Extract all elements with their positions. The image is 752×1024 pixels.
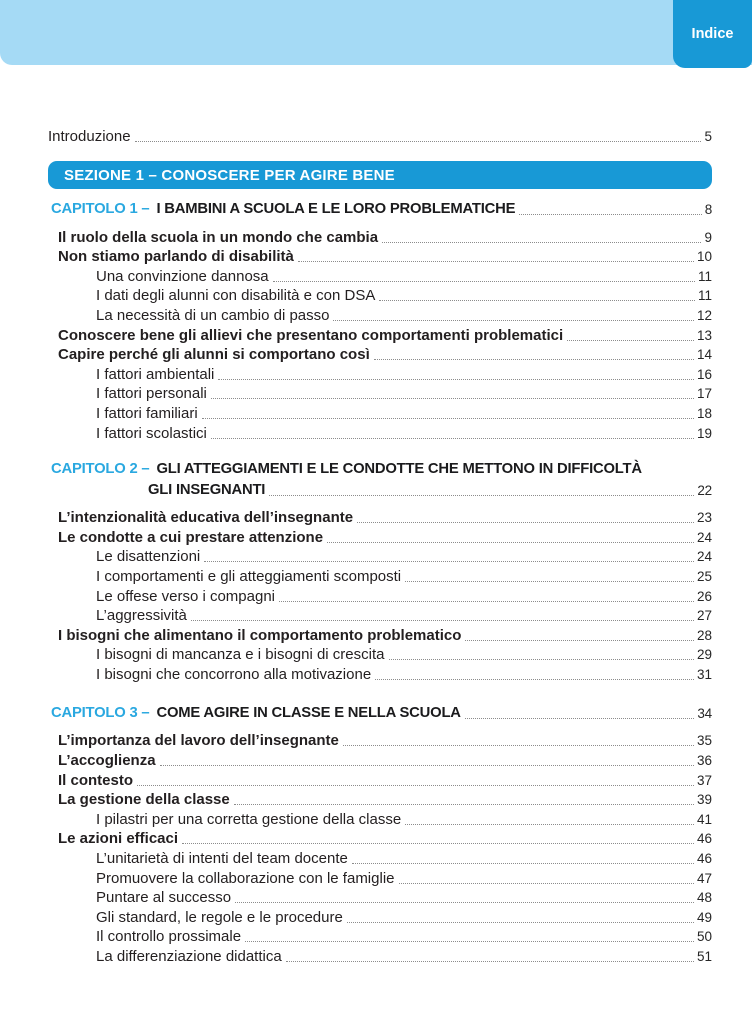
entry-page: 24 bbox=[696, 549, 712, 565]
dotted-leader bbox=[343, 745, 694, 746]
chapter-page: 34 bbox=[697, 705, 712, 721]
dotted-leader bbox=[399, 883, 694, 884]
entry-title: I fattori personali bbox=[96, 385, 207, 403]
chapter-title: I BAMBINI A SCUOLA E LE LORO PROBLEMATICHE bbox=[156, 201, 516, 217]
entry-page: 18 bbox=[696, 405, 712, 421]
entry-page: 41 bbox=[696, 811, 712, 827]
entry-page: 51 bbox=[696, 949, 712, 964]
indice-tab-label: Indice bbox=[691, 26, 734, 42]
entry-title: La necessità di un cambio di passo bbox=[96, 306, 330, 324]
header-band bbox=[0, 0, 752, 65]
chapter-2-heading-line2 bbox=[48, 479, 712, 500]
toc-entry bbox=[48, 247, 712, 267]
entry-title: Il contesto bbox=[58, 771, 134, 789]
dotted-leader bbox=[405, 581, 694, 582]
dotted-leader bbox=[298, 261, 694, 262]
entry-title: Le condotte a cui prestare attenzione bbox=[58, 528, 324, 546]
dotted-leader bbox=[352, 863, 694, 864]
chapter-2-heading-line1 bbox=[48, 458, 712, 479]
entry-title: La differenziazione didattica bbox=[96, 948, 282, 965]
dotted-leader bbox=[218, 379, 694, 380]
entry-title: I pilastri per una corretta gestione della classe bbox=[96, 810, 402, 828]
entry-page: 46 bbox=[696, 851, 712, 867]
entry-title: Gli standard, le regole e le procedure bbox=[96, 908, 343, 926]
toc-subentry bbox=[48, 384, 712, 404]
toc-subentry bbox=[48, 606, 712, 626]
toc-subentry bbox=[48, 664, 712, 684]
toc-subentry bbox=[48, 423, 712, 443]
chapter-2-entries bbox=[48, 508, 712, 684]
toc-subentry bbox=[48, 645, 712, 665]
toc-subentry bbox=[48, 305, 712, 325]
entry-page: 12 bbox=[696, 307, 712, 323]
entry-title: Capire perché gli alunni si comportano così bbox=[58, 346, 370, 364]
entry-page: 23 bbox=[696, 510, 712, 526]
dotted-leader bbox=[333, 320, 693, 321]
dotted-leader bbox=[135, 141, 702, 142]
section-banner bbox=[48, 161, 712, 189]
dotted-leader bbox=[269, 495, 694, 496]
entry-page: 29 bbox=[696, 647, 712, 663]
dotted-leader bbox=[327, 542, 694, 543]
dotted-leader bbox=[273, 281, 695, 282]
section-banner-label: SEZIONE 1 – CONOSCERE PER AGIRE BENE bbox=[64, 166, 395, 184]
toc-entry bbox=[48, 750, 712, 770]
entry-title: L’intenzionalità educativa dell’insegnante bbox=[58, 509, 354, 527]
toc-subentry bbox=[48, 868, 712, 888]
entry-page: 25 bbox=[696, 568, 712, 584]
toc-subentry bbox=[48, 403, 712, 423]
entry-page: 16 bbox=[696, 366, 712, 382]
dotted-leader bbox=[347, 922, 694, 923]
entry-title: L’accoglienza bbox=[58, 752, 156, 770]
entry-title: Il ruolo della scuola in un mondo che cambia bbox=[58, 228, 379, 246]
dotted-leader bbox=[389, 659, 694, 660]
chapter-1-entries bbox=[48, 227, 712, 443]
toc-subentry bbox=[48, 364, 712, 384]
entry-page: 19 bbox=[696, 425, 712, 441]
toc-subentry bbox=[48, 586, 712, 606]
entry-title: Una convinzione dannosa bbox=[96, 267, 269, 285]
entry-title: Promuovere la collaborazione con le famiglie bbox=[96, 869, 395, 887]
chapter-label: CAPITOLO 1 – bbox=[51, 201, 150, 217]
dotted-leader bbox=[204, 561, 694, 562]
entry-page: 11 bbox=[697, 268, 712, 284]
toc-subentry bbox=[48, 907, 712, 927]
toc-entry bbox=[48, 508, 712, 528]
dotted-leader bbox=[382, 242, 701, 243]
dotted-leader bbox=[182, 843, 694, 844]
entry-title: I bisogni di mancanza e i bisogni di crescita bbox=[96, 646, 385, 664]
entry-title: Le offese verso i compagni bbox=[96, 587, 275, 605]
dotted-leader bbox=[379, 300, 695, 301]
indice-tab bbox=[673, 0, 752, 68]
entry-page: 48 bbox=[696, 890, 712, 906]
dotted-leader bbox=[234, 804, 694, 805]
entry-page: 36 bbox=[696, 753, 712, 769]
dotted-leader bbox=[245, 941, 694, 942]
entry-title: Non stiamo parlando di disabilità bbox=[58, 248, 294, 266]
entry-title: L’unitarietà di intenti del team docente bbox=[96, 850, 348, 868]
entry-title: I bisogni che alimentano il comportamento problematico bbox=[58, 626, 462, 644]
toc-subentry bbox=[48, 266, 712, 286]
entry-title: Conoscere bene gli allievi che presentano comportamenti problematici bbox=[58, 326, 564, 344]
entry-page: 35 bbox=[696, 733, 712, 749]
toc-entry bbox=[48, 790, 712, 810]
entry-page: 17 bbox=[696, 386, 712, 402]
dotted-leader bbox=[465, 718, 695, 719]
entry-page: 50 bbox=[696, 929, 712, 945]
toc-entry bbox=[48, 770, 712, 790]
toc-subentry bbox=[48, 888, 712, 908]
dotted-leader bbox=[357, 522, 694, 523]
chapter-page: 22 bbox=[697, 482, 712, 498]
entry-title: Introduzione bbox=[48, 128, 131, 145]
toc-entry-introduzione bbox=[48, 125, 712, 146]
toc-subentry bbox=[48, 547, 712, 567]
toc-entry bbox=[48, 325, 712, 345]
dotted-leader bbox=[279, 601, 694, 602]
dotted-leader bbox=[137, 785, 694, 786]
entry-page: 47 bbox=[696, 870, 712, 886]
dotted-leader bbox=[202, 418, 694, 419]
entry-title: I bisogni che concorrono alla motivazione bbox=[96, 665, 372, 683]
entry-page: 31 bbox=[696, 666, 712, 682]
toc-subentry bbox=[48, 927, 712, 947]
toc-entry bbox=[48, 345, 712, 365]
toc-subentry bbox=[48, 809, 712, 829]
entry-page: 28 bbox=[696, 627, 712, 643]
entry-title: Le azioni efficaci bbox=[58, 830, 179, 848]
toc-subentry bbox=[48, 286, 712, 306]
chapter-page: 8 bbox=[704, 202, 712, 217]
entry-title: Il controllo prossimale bbox=[96, 928, 242, 946]
entry-page: 10 bbox=[696, 249, 712, 265]
chapter-title-line2: GLI INSEGNANTI bbox=[148, 481, 266, 498]
dotted-leader bbox=[405, 824, 694, 825]
entry-title: L’aggressività bbox=[96, 607, 187, 625]
entry-page: 27 bbox=[696, 608, 712, 624]
entry-title: I fattori familiari bbox=[96, 404, 198, 422]
dotted-leader bbox=[211, 438, 694, 439]
toc-subentry bbox=[48, 848, 712, 868]
chapter-label: CAPITOLO 2 – bbox=[51, 460, 150, 477]
chapter-3-entries bbox=[48, 731, 712, 966]
chapter-title: COME AGIRE IN CLASSE E NELLA SCUOLA bbox=[156, 704, 461, 721]
toc-content bbox=[0, 65, 752, 966]
entry-page: 46 bbox=[696, 831, 712, 847]
entry-title: La gestione della classe bbox=[58, 791, 230, 809]
dotted-leader bbox=[286, 961, 694, 962]
dotted-leader bbox=[519, 214, 701, 215]
toc-entry bbox=[48, 527, 712, 547]
dotted-leader bbox=[375, 679, 694, 680]
chapter-3-heading bbox=[48, 702, 712, 723]
chapter-1-heading bbox=[48, 198, 712, 219]
dotted-leader bbox=[235, 902, 694, 903]
dotted-leader bbox=[465, 640, 694, 641]
dotted-leader bbox=[191, 620, 694, 621]
entry-page: 26 bbox=[696, 588, 712, 604]
dotted-leader bbox=[211, 398, 694, 399]
entry-title: L’importanza del lavoro dell’insegnante bbox=[58, 732, 339, 750]
entry-page: 14 bbox=[696, 347, 712, 363]
entry-page: 13 bbox=[696, 327, 712, 343]
entry-title: I fattori ambientali bbox=[96, 365, 215, 383]
entry-title: Puntare al successo bbox=[96, 889, 232, 907]
entry-page: 24 bbox=[696, 529, 712, 545]
toc-entry bbox=[48, 829, 712, 849]
toc-subentry bbox=[48, 566, 712, 586]
entry-page: 39 bbox=[696, 792, 712, 808]
entry-page: 5 bbox=[704, 129, 712, 144]
entry-title: I dati degli alunni con disabilità e con DSA bbox=[96, 287, 376, 305]
entry-page: 11 bbox=[697, 288, 712, 304]
toc-entry bbox=[48, 625, 712, 645]
entry-title: I fattori scolastici bbox=[96, 424, 207, 442]
dotted-leader bbox=[567, 340, 694, 341]
chapter-label: CAPITOLO 3 – bbox=[51, 704, 150, 721]
entry-page: 49 bbox=[696, 909, 712, 925]
toc-subentry bbox=[48, 946, 712, 966]
dotted-leader bbox=[374, 359, 694, 360]
chapter-title: GLI ATTEGGIAMENTI E LE CONDOTTE CHE METTONO IN DIFFICOLTÀ bbox=[156, 460, 642, 477]
toc-entry bbox=[48, 731, 712, 751]
entry-title: Le disattenzioni bbox=[96, 548, 201, 566]
entry-title: I comportamenti e gli atteggiamenti scomposti bbox=[96, 567, 402, 585]
entry-page: 9 bbox=[704, 229, 712, 245]
toc-entry bbox=[48, 227, 712, 247]
dotted-leader bbox=[160, 765, 694, 766]
entry-page: 37 bbox=[696, 772, 712, 788]
